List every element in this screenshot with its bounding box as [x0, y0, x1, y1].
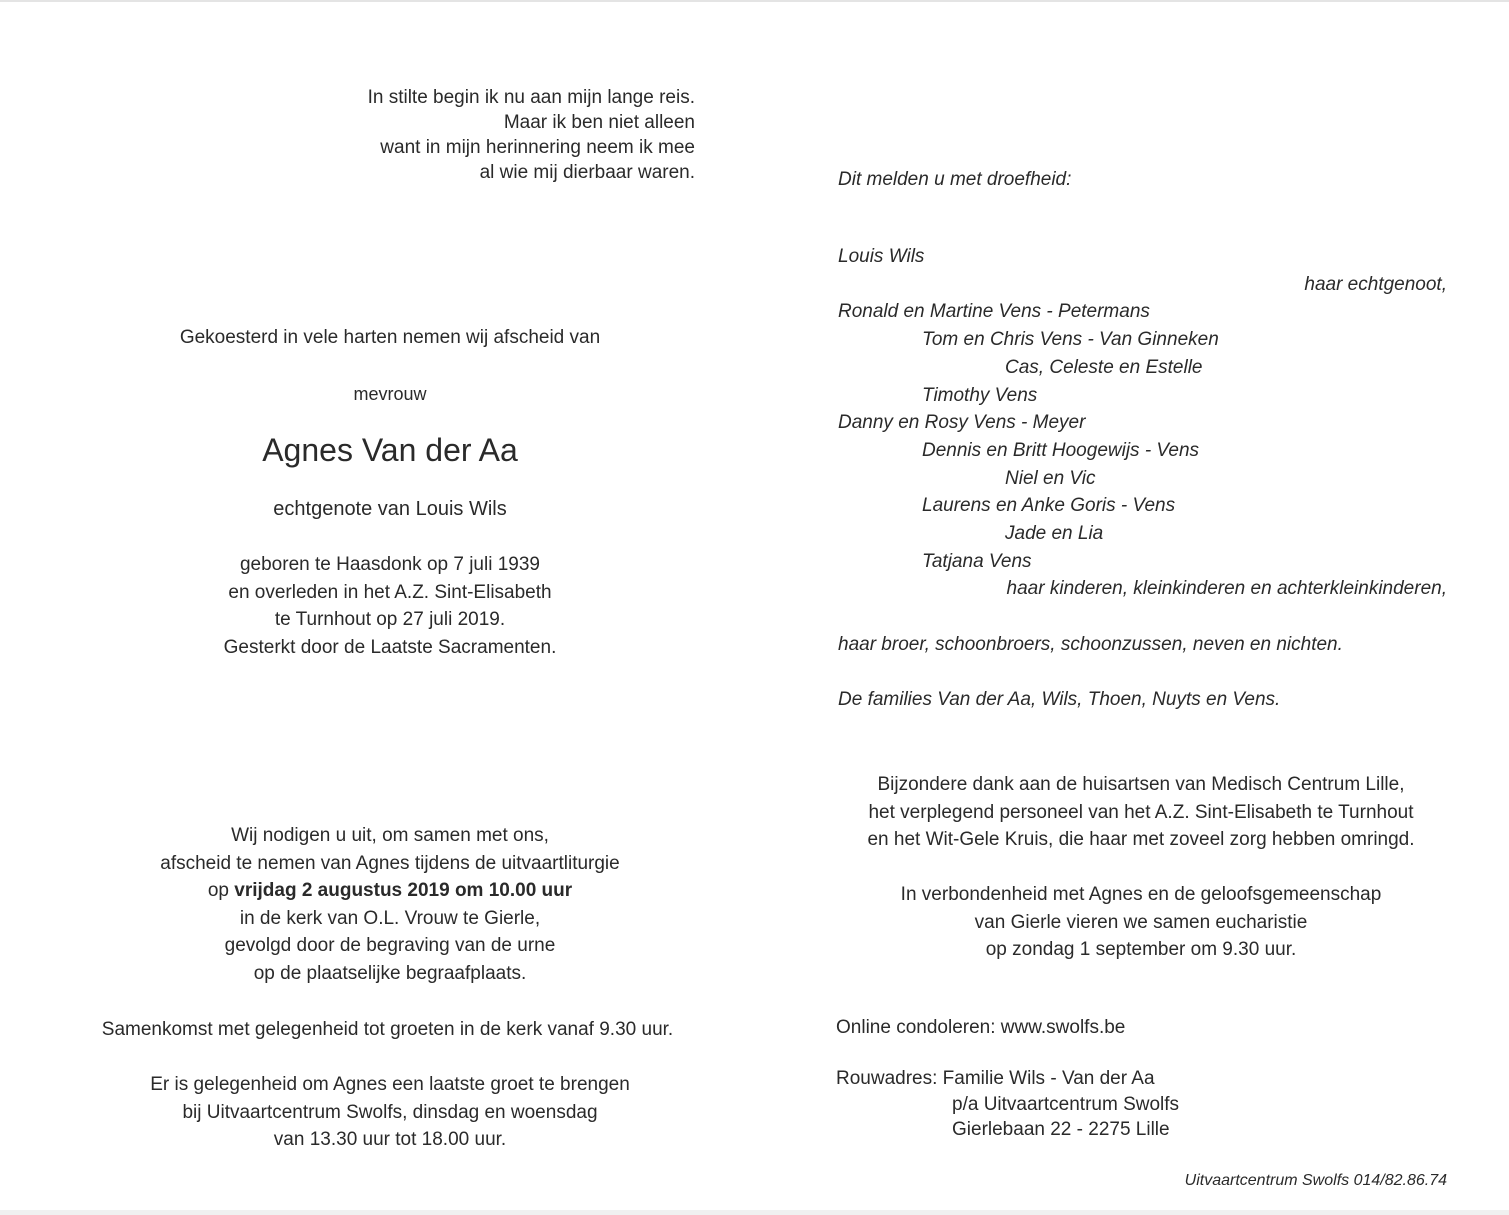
- death-line: en overleden in het A.Z. Sint-Elisabeth: [228, 581, 552, 603]
- poem-line: In stilte begin ik nu aan mijn lange reis.: [367, 87, 695, 108]
- family-child: Ronald en Martine Vens - Petermans: [838, 301, 1150, 322]
- visit-line: Er is gelegenheid om Agnes een laatste groet te brengen: [150, 1074, 630, 1095]
- family-grandchild: Dennis en Britt Hoogewijs - Vens: [922, 440, 1200, 461]
- mourning-address-line: p/a Uitvaartcentrum Swolfs: [952, 1093, 1180, 1115]
- page-top-edge: [0, 0, 1509, 2]
- family-greatgrandchildren: Jade en Lia: [1005, 523, 1104, 544]
- thanks-line: het verplegend personeel van het A.Z. Sint-Elisabeth te Turnhout: [868, 801, 1414, 823]
- title-word: mevrouw: [353, 384, 427, 404]
- visit-line: bij Uitvaartcentrum Swolfs, dinsdag en woensdag: [182, 1101, 598, 1123]
- mourning-address-line: [836, 1067, 1179, 1093]
- invitation-date: vrijdag 2 augustus 2019 om 10.00 uur: [234, 880, 573, 902]
- sacraments-line: Gesterkt door de Laatste Sacramenten.: [223, 636, 557, 658]
- mass-line: op zondag 1 september om 9.30 uur.: [985, 939, 1297, 960]
- announce-text: Dit melden u met droefheid:: [838, 169, 1072, 190]
- spouse-line: echtgenote van Louis Wils: [273, 498, 507, 520]
- poem-line: want in mijn herinnering neem ik mee: [380, 137, 695, 158]
- intro-text: Gekoesterd in vele harten nemen wij afscheid van: [179, 327, 601, 348]
- invitation-line: afscheid te nemen van Agnes tijdens de uitvaartliturgie: [160, 852, 620, 874]
- deceased-name: Agnes Van der Aa: [262, 432, 518, 468]
- family-spouse-name: Louis Wils: [838, 246, 925, 267]
- family-children-relation: haar kinderen, kleinkinderen en achterkleinkinderen,: [1006, 578, 1447, 599]
- family-grandchild: Laurens en Anke Goris - Vens: [922, 495, 1176, 516]
- family-families: De families Van der Aa, Wils, Thoen, Nuyts en Vens.: [838, 689, 1281, 710]
- family-grandchild: Tatjana Vens: [922, 551, 1032, 572]
- poem-line: al wie mij dierbaar waren.: [479, 162, 695, 183]
- mass-line: van Gierle vieren we samen eucharistie: [974, 911, 1308, 933]
- family-grandchild: Tom en Chris Vens - Van Ginneken: [922, 329, 1219, 350]
- family-siblings: haar broer, schoonbroers, schoonzussen, neven en nichten.: [838, 634, 1343, 655]
- birth-line: geboren te Haasdonk op 7 juli 1939: [239, 554, 540, 575]
- family-greatgrandchildren: Niel en Vic: [1005, 468, 1096, 489]
- gathering-text: Samenkomst met gelegenheid tot groeten in de kerk vanaf 9.30 uur.: [101, 1019, 674, 1040]
- family-greatgrandchildren: Cas, Celeste en Estelle: [1005, 357, 1203, 378]
- funeral-home-contact: Uitvaartcentrum Swolfs 014/82.86.74: [1184, 1172, 1447, 1189]
- birth-death-info: [90, 553, 690, 663]
- invitation-date-line: [90, 879, 690, 907]
- invitation-line: Wij nodigen u uit, om samen met ons,: [231, 825, 549, 846]
- invitation: [90, 824, 690, 990]
- mass-info: [835, 883, 1447, 966]
- page-bottom-edge: [0, 1210, 1509, 1215]
- mourning-address-name: Familie Wils - Van der Aa: [942, 1068, 1155, 1089]
- thanks-line: Bijzondere dank aan de huisartsen van Medisch Centrum Lille,: [877, 774, 1405, 795]
- invitation-line: op de plaatselijke begraafplaats.: [253, 962, 527, 984]
- online-condolence: Online condoleren: www.swolfs.be: [836, 1017, 1126, 1038]
- thanks-text: [835, 773, 1447, 856]
- death-place-line: te Turnhout op 27 juli 2019.: [274, 609, 506, 630]
- mourning-address: [836, 1067, 1179, 1144]
- invitation-date-prefix: op: [207, 880, 235, 902]
- family-grandchild: Timothy Vens: [922, 385, 1038, 406]
- visit-info: [90, 1073, 690, 1156]
- mourning-address-line: Gierlebaan 22 - 2275 Lille: [952, 1119, 1170, 1140]
- family-spouse-relation: haar echtgenoot,: [1304, 274, 1447, 295]
- visit-line: van 13.30 uur tot 18.00 uur.: [273, 1129, 507, 1150]
- thanks-line: en het Wit-Gele Kruis, die haar met zoveel zorg hebben omringd.: [867, 829, 1415, 850]
- invitation-line: in de kerk van O.L. Vrouw te Gierle,: [239, 907, 541, 929]
- mass-line: In verbondenheid met Agnes en de geloofsgemeenschap: [900, 884, 1382, 905]
- invitation-line: gevolgd door de begraving van de urne: [224, 935, 556, 957]
- poem: [300, 86, 695, 186]
- poem-line: Maar ik ben niet alleen: [503, 112, 695, 133]
- family-child: Danny en Rosy Vens - Meyer: [838, 412, 1086, 433]
- mourning-address-label: Rouwadres:: [836, 1068, 943, 1089]
